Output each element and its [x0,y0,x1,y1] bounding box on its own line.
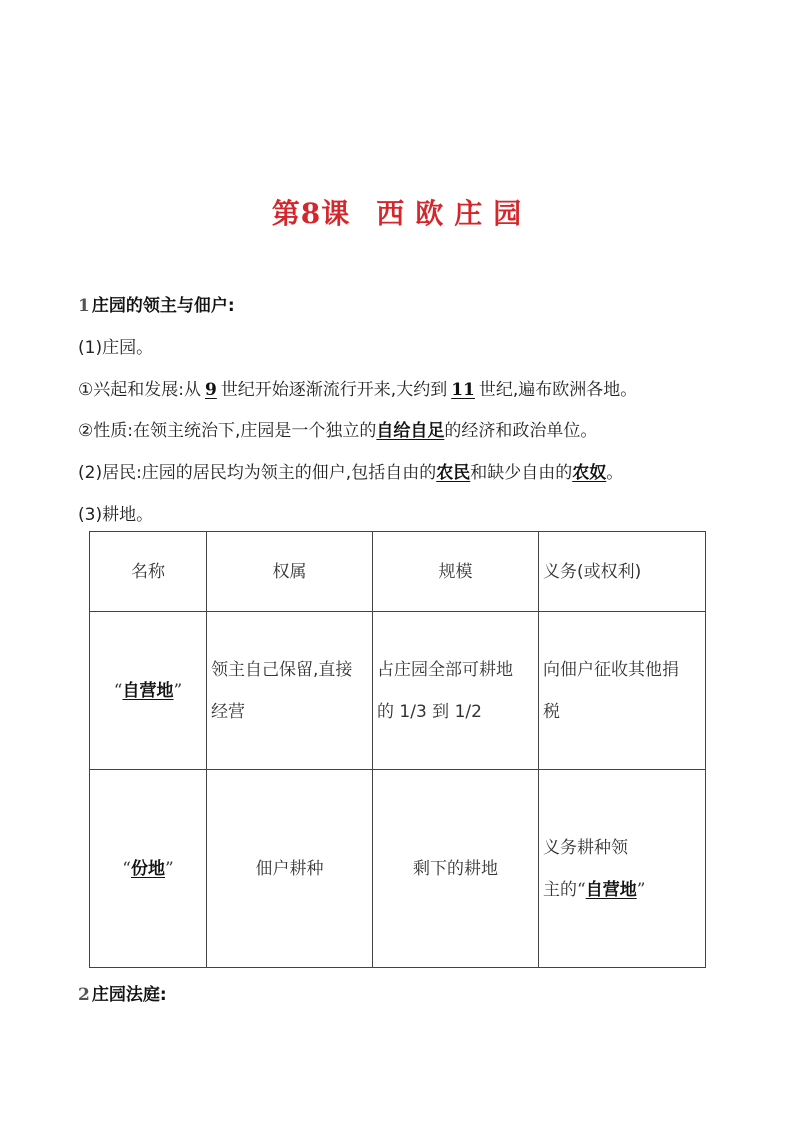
table-cell-name: “份地” [90,770,207,968]
answer-blank: 自营地 [585,879,637,900]
table-header-row [90,532,706,612]
section-heading-2 [78,983,167,1007]
answer-blank: 农奴 [572,463,607,483]
section-label: 庄园法庭: [91,985,167,1005]
table-row [90,770,706,968]
section-number: 2 [78,985,90,1005]
answer-blank: 11 [451,380,475,400]
item-1-b: ②性质:在领主统治下,庄园是一个独立的自给自足的经济和政治单位。 [78,421,598,441]
answer-blank: 自给自足 [376,421,445,441]
title-char-3: 庄 [454,197,484,230]
title-suffix: 课 [321,197,351,230]
title-char-2: 欧 [415,197,445,230]
item-2: (2)居民:庄园的居民均为领主的佃户,包括自由的农民和缺少自由的农奴。 [78,463,624,483]
title-prefix: 第 [271,197,301,230]
table-cell-name: “自营地” [90,612,207,770]
answer-blank: 自营地 [122,680,174,701]
title-char-4: 园 [493,197,523,230]
table-row [90,612,706,770]
table-cell-ownership: 佃户耕种 [207,770,373,968]
table-header-cell: 义务(或权利) [539,532,706,612]
table-cell-scale: 占庄园全部可耕地 的 1/3 到 1/2 [373,612,539,770]
title-lesson-number: 8 [300,197,322,230]
answer-blank: 农民 [436,463,471,483]
title-char-1: 西 [376,197,406,230]
answer-blank: 9 [204,380,217,400]
section-heading-1 [78,294,235,318]
table-cell-duty: 向佃户征收其他捐 税 [539,612,706,770]
section-number: 1 [78,296,90,316]
table-cell-ownership: 领主自己保留,直接 经营 [207,612,373,770]
page-title [0,192,794,232]
item-1: (1)庄园。 [78,338,154,358]
table-cell-duty: 义务耕种领 主的“自营地” [539,770,706,968]
answer-blank: 份地 [131,858,165,879]
farmland-table [89,531,706,968]
table-header-cell: 权属 [207,532,373,612]
item-3: (3)耕地。 [78,505,154,525]
table-cell-scale: 剩下的耕地 [373,770,539,968]
item-1-a: ①兴起和发展:从 9 世纪开始逐渐流行开来,大约到 11 世纪,遍布欧洲各地。 [78,380,638,400]
table-header-cell: 规模 [373,532,539,612]
table-header-cell: 名称 [90,532,207,612]
section-label: 庄园的领主与佃户: [91,296,235,316]
